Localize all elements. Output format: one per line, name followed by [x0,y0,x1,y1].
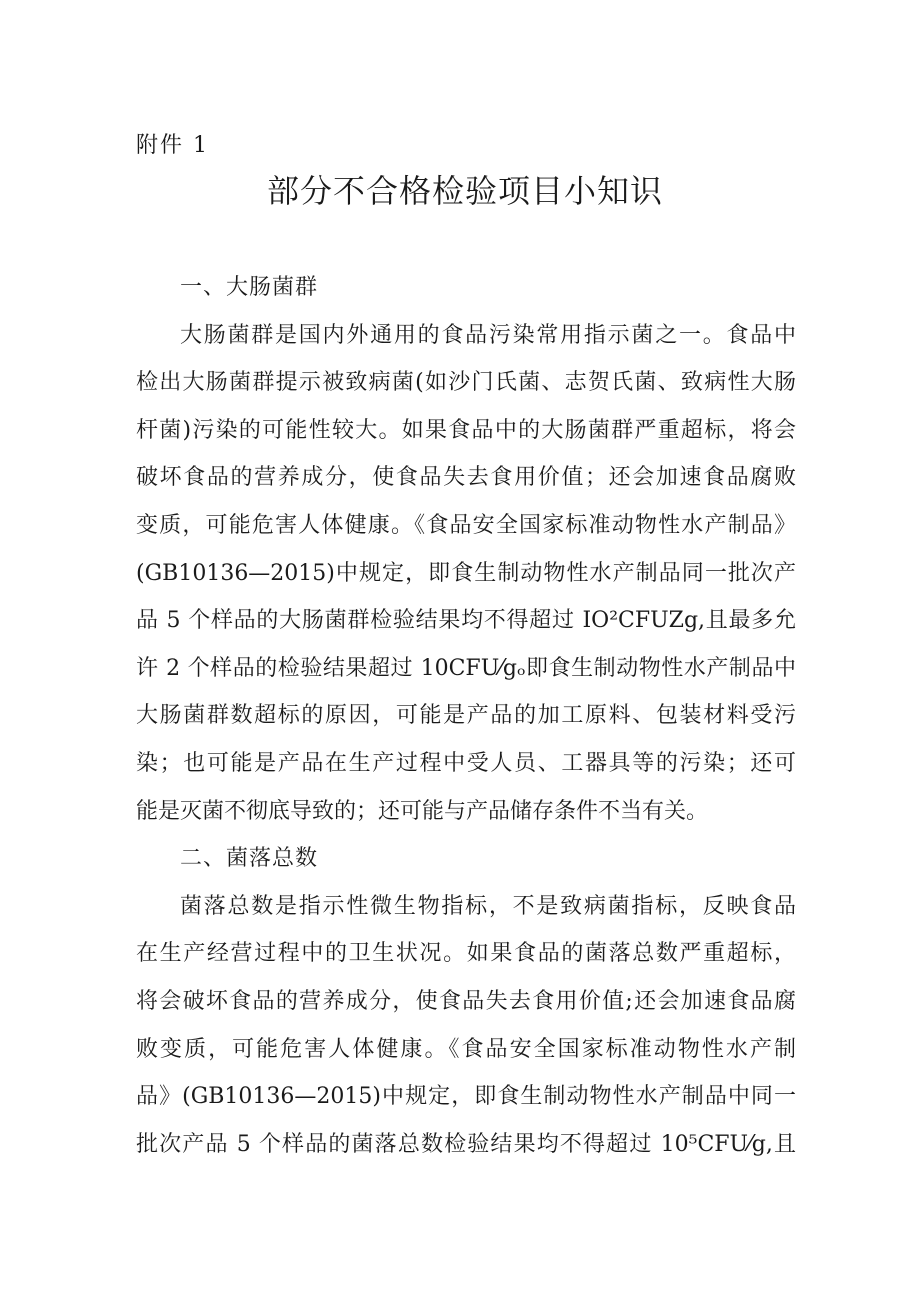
paragraph-line: 在生产经营过程中的卫生状况。如果食品的菌落总数严重超标， [136,941,796,967]
paragraph-line: 将会破坏食品的营养成分，使食品失去食用价值;还会加速食品腐 [136,988,796,1014]
paragraph-line: 破坏食品的营养成分，使食品失去食用价值；还会加速食品腐败 [136,465,796,491]
paragraph-line: 许 2 个样品的检验结果超过 10CFU⁄gₒ即食生制动物性水产制品中 [136,655,796,681]
paragraph-line: 检出大肠菌群提示被致病菌(如沙门氏菌、志贺氏菌、致病性大肠 [136,370,796,396]
paragraph-line: 能是灭菌不彻底导致的；还可能与产品储存条件不当有关。 [136,798,709,824]
paragraph-line: 批次产品 5 个样品的菌落总数检验结果均不得超过 10⁵CFU⁄g,且 [136,1131,796,1157]
paragraph-line: 变质，可能危害人体健康。《食品安全国家标准动物性水产制品》 [136,512,796,538]
paragraph-line: 菌落总数是指示性微生物指标，不是致病菌指标，反映食品 [180,893,796,919]
section-heading: 二、菌落总数 [180,846,319,872]
paragraph-line: 败变质，可能危害人体健康。《食品安全国家标准动物性水产制 [136,1036,796,1062]
attachment-label: 附件 1 [136,133,209,158]
paragraph-line: 品》(GB10136—2015)中规定，即食生制动物性水产制品中同一 [136,1084,796,1110]
paragraph-line: 品 5 个样品的大肠菌群检验结果均不得超过 IO²CFUZg,且最多允 [136,608,796,634]
paragraph-line: 大肠菌群是国内外通用的食品污染常用指示菌之一。食品中 [180,322,796,348]
paragraph-line: (GB10136—2015)中规定，即食生制动物性水产制品同一批次产 [136,560,796,586]
document-body [136,264,796,1168]
page-title: 部分不合格检验项目小知识 [266,172,663,210]
paragraph-line: 染；也可能是产品在生产过程中受人员、工器具等的污染；还可 [136,750,796,776]
paragraph-line: 大肠菌群数超标的原因，可能是产品的加工原料、包装材料受污 [136,703,796,729]
section-heading: 一、大肠菌群 [180,275,319,300]
paragraph-line: 杆菌)污染的可能性较大。如果食品中的大肠菌群严重超标，将会 [136,417,796,443]
